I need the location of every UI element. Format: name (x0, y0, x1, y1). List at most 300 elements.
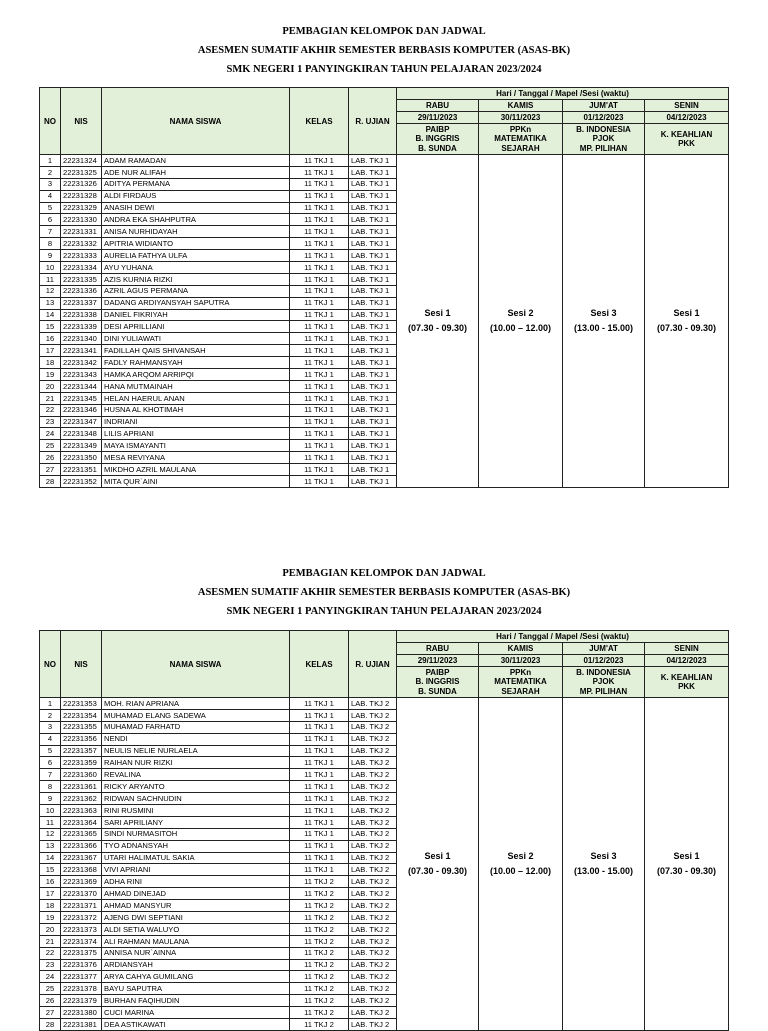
name-cell: ADAM RAMADAN (102, 155, 290, 167)
document-subtitle: ASESMEN SUMATIF AKHIR SEMESTER BERBASIS KOMPUTER (ASAS-BK) (197, 587, 571, 598)
name-cell: RICKY ARYANTO (102, 781, 290, 793)
class-cell: 11 TKJ 1 (290, 226, 349, 238)
room-cell: LAB. TKJ 2 (349, 781, 397, 793)
name-cell: AZRIL AGUS PERMANA (102, 285, 290, 297)
nis-cell: 22231361 (61, 781, 102, 793)
name-cell: NEULIS NELIE NURLAELA (102, 745, 290, 757)
room-cell: LAB. TKJ 1 (349, 392, 397, 404)
class-cell: 11 TKJ 1 (290, 190, 349, 202)
name-cell: ALI RAHMAN MAULANA (102, 935, 290, 947)
subject-label: PJOK (592, 134, 615, 144)
room-cell: LAB. TKJ 1 (349, 190, 397, 202)
name-cell: TYO ADNANSYAH (102, 840, 290, 852)
no-cell: 10 (40, 805, 61, 817)
nis-cell: 22231347 (61, 416, 102, 428)
room-cell: LAB. TKJ 2 (349, 900, 397, 912)
name-cell: ADE NUR ALIFAH (102, 166, 290, 178)
subject-label: SEJARAH (501, 143, 540, 153)
no-cell: 28 (40, 1019, 61, 1031)
name-cell: UTARI HALIMATUL SAKIA (102, 852, 290, 864)
no-cell: 15 (40, 864, 61, 876)
no-cell: 27 (40, 1007, 61, 1019)
name-cell: RAIHAN NUR RIZKI (102, 757, 290, 769)
class-cell: 11 TKJ 1 (290, 476, 349, 488)
subject-label: MP. PILIHAN (579, 686, 628, 696)
no-cell: 20 (40, 923, 61, 935)
col-nama-header: NAMA SISWA (102, 88, 290, 155)
table-row (40, 155, 729, 167)
nis-cell: 22231359 (61, 757, 102, 769)
name-cell: HANA MUTMAINAH (102, 380, 290, 392)
no-cell: 14 (40, 309, 61, 321)
col-nis-header: NIS (61, 88, 102, 155)
room-cell: LAB. TKJ 1 (349, 369, 397, 381)
class-cell: 11 TKJ 1 (290, 380, 349, 392)
subjects-cell (397, 667, 479, 698)
room-cell: LAB. TKJ 2 (349, 923, 397, 935)
no-cell: 4 (40, 190, 61, 202)
session-label: Sesi 1 (673, 850, 700, 861)
class-cell: 11 TKJ 1 (290, 285, 349, 297)
class-cell: 11 TKJ 1 (290, 166, 349, 178)
name-cell: INDRIANI (102, 416, 290, 428)
no-cell: 7 (40, 769, 61, 781)
class-cell: 11 TKJ 1 (290, 155, 349, 167)
class-cell: 11 TKJ 1 (290, 202, 349, 214)
subject-label: B. INDONESIA (576, 667, 631, 677)
no-cell: 25 (40, 440, 61, 452)
nis-cell: 22231325 (61, 166, 102, 178)
nis-cell: 22231374 (61, 935, 102, 947)
room-cell: LAB. TKJ 1 (349, 452, 397, 464)
col-nis-header: NIS (61, 631, 102, 698)
subject-label: B. INGGRIS (415, 134, 460, 144)
no-cell: 4 (40, 733, 61, 745)
nis-cell: 22231355 (61, 721, 102, 733)
class-cell: 11 TKJ 1 (290, 464, 349, 476)
name-cell: BURHAN FAQIHUDIN (102, 995, 290, 1007)
no-cell: 15 (40, 321, 61, 333)
name-cell: RIDWAN SACHNUDIN (102, 793, 290, 805)
room-cell: LAB. TKJ 1 (349, 214, 397, 226)
date-header: 01/12/2023 (563, 655, 645, 667)
nis-cell: 22231354 (61, 709, 102, 721)
no-cell: 2 (40, 166, 61, 178)
date-header: 30/11/2023 (479, 112, 563, 124)
subject-label: PPKn (509, 667, 532, 677)
no-cell: 17 (40, 345, 61, 357)
session-cell (479, 698, 563, 1031)
name-cell: ARYA CAHYA GUMILANG (102, 971, 290, 983)
nis-cell: 22231337 (61, 297, 102, 309)
room-cell: LAB. TKJ 2 (349, 816, 397, 828)
nis-cell: 22231379 (61, 995, 102, 1007)
no-cell: 1 (40, 698, 61, 710)
no-cell: 5 (40, 745, 61, 757)
room-cell: LAB. TKJ 1 (349, 262, 397, 274)
name-cell: MUHAMAD ELANG SADEWA (102, 709, 290, 721)
room-cell: LAB. TKJ 1 (349, 345, 397, 357)
subjects-cell (563, 124, 645, 155)
no-cell: 18 (40, 900, 61, 912)
room-cell: LAB. TKJ 2 (349, 876, 397, 888)
name-cell: SARI APRILIANY (102, 816, 290, 828)
no-cell: 5 (40, 202, 61, 214)
nis-cell: 22231375 (61, 947, 102, 959)
session-label: Sesi 3 (590, 850, 617, 861)
subject-label: K. KEAHLIAN (660, 672, 713, 682)
no-cell: 25 (40, 983, 61, 995)
subject-label: PJOK (592, 677, 615, 687)
room-cell: LAB. TKJ 1 (349, 309, 397, 321)
name-cell: ANASIH DEWI (102, 202, 290, 214)
document-title: PEMBAGIAN KELOMPOK DAN JADWAL (282, 26, 486, 37)
class-cell: 11 TKJ 2 (290, 923, 349, 935)
class-cell: 11 TKJ 2 (290, 900, 349, 912)
class-cell: 11 TKJ 1 (290, 769, 349, 781)
nis-cell: 22231348 (61, 428, 102, 440)
room-cell: LAB. TKJ 2 (349, 805, 397, 817)
class-cell: 11 TKJ 1 (290, 321, 349, 333)
class-cell: 11 TKJ 1 (290, 721, 349, 733)
document-subtitle: ASESMEN SUMATIF AKHIR SEMESTER BERBASIS KOMPUTER (ASAS-BK) (197, 45, 571, 56)
no-cell: 13 (40, 297, 61, 309)
room-cell: LAB. TKJ 1 (349, 440, 397, 452)
room-cell: LAB. TKJ 1 (349, 404, 397, 416)
nis-cell: 22231330 (61, 214, 102, 226)
class-cell: 11 TKJ 2 (290, 947, 349, 959)
no-cell: 11 (40, 273, 61, 285)
class-cell: 11 TKJ 2 (290, 876, 349, 888)
class-cell: 11 TKJ 2 (290, 1019, 349, 1031)
room-cell: LAB. TKJ 1 (349, 285, 397, 297)
day-header: JUM'AT (563, 100, 645, 112)
student-table-1 (39, 87, 729, 488)
class-cell: 11 TKJ 1 (290, 273, 349, 285)
session-label: Sesi 2 (507, 307, 534, 318)
nis-cell: 22231341 (61, 345, 102, 357)
date-header: 30/11/2023 (479, 655, 563, 667)
nis-cell: 22231357 (61, 745, 102, 757)
no-cell: 14 (40, 852, 61, 864)
room-cell: LAB. TKJ 2 (349, 864, 397, 876)
class-cell: 11 TKJ 1 (290, 793, 349, 805)
day-header: RABU (397, 100, 479, 112)
name-cell: REVALINA (102, 769, 290, 781)
room-cell: LAB. TKJ 2 (349, 733, 397, 745)
col-ruang-header: R. UJIAN (349, 631, 397, 698)
no-cell: 8 (40, 238, 61, 250)
subjects-cell (645, 124, 729, 155)
class-cell: 11 TKJ 1 (290, 698, 349, 710)
name-cell: AYU YUHANA (102, 262, 290, 274)
nis-cell: 22231349 (61, 440, 102, 452)
room-cell: LAB. TKJ 1 (349, 273, 397, 285)
subject-label: PKK (678, 682, 695, 691)
name-cell: ALDI FIRDAUS (102, 190, 290, 202)
session-time: (07.30 - 09.30) (656, 322, 717, 333)
name-cell: AURELIA FATHYA ULFA (102, 250, 290, 262)
class-cell: 11 TKJ 1 (290, 864, 349, 876)
subjects-cell (563, 667, 645, 698)
schedule-group-header: Hari / Tanggal / Mapel /Sesi (waktu) (397, 631, 729, 643)
class-cell: 11 TKJ 2 (290, 912, 349, 924)
room-cell: LAB. TKJ 1 (349, 155, 397, 167)
session-cell (645, 698, 729, 1031)
name-cell: DESI APRILLIANI (102, 321, 290, 333)
date-header: 29/11/2023 (397, 112, 479, 124)
no-cell: 11 (40, 816, 61, 828)
session-cell (397, 698, 479, 1031)
table-row (40, 698, 729, 710)
no-cell: 9 (40, 250, 61, 262)
subjects-cell (479, 124, 563, 155)
class-cell: 11 TKJ 1 (290, 733, 349, 745)
session-label: Sesi 1 (424, 307, 451, 318)
class-cell: 11 TKJ 1 (290, 781, 349, 793)
room-cell: LAB. TKJ 1 (349, 202, 397, 214)
room-cell: LAB. TKJ 2 (349, 888, 397, 900)
class-cell: 11 TKJ 1 (290, 250, 349, 262)
room-cell: LAB. TKJ 2 (349, 1007, 397, 1019)
no-cell: 26 (40, 995, 61, 1007)
session-time: (07.30 - 09.30) (407, 865, 468, 876)
room-cell: LAB. TKJ 1 (349, 357, 397, 369)
room-cell: LAB. TKJ 1 (349, 321, 397, 333)
class-cell: 11 TKJ 1 (290, 840, 349, 852)
name-cell: ADHA RINI (102, 876, 290, 888)
name-cell: DINI YULIAWATI (102, 333, 290, 345)
class-cell: 11 TKJ 1 (290, 816, 349, 828)
room-cell: LAB. TKJ 2 (349, 698, 397, 710)
date-header: 29/11/2023 (397, 655, 479, 667)
col-ruang-header: R. UJIAN (349, 88, 397, 155)
subjects-cell (645, 667, 729, 698)
class-cell: 11 TKJ 1 (290, 178, 349, 190)
no-cell: 16 (40, 333, 61, 345)
school-line: SMK NEGERI 1 PANYINGKIRAN TAHUN PELAJARAN 2023/2024 (226, 64, 542, 75)
name-cell: HELAN HAERUL ANAN (102, 392, 290, 404)
class-cell: 11 TKJ 2 (290, 888, 349, 900)
name-cell: LILIS APRIANI (102, 428, 290, 440)
name-cell: MAYA ISMAYANTI (102, 440, 290, 452)
nis-cell: 22231365 (61, 828, 102, 840)
nis-cell: 22231380 (61, 1007, 102, 1019)
name-cell: DEA ASTIKAWATI (102, 1019, 290, 1031)
class-cell: 11 TKJ 1 (290, 805, 349, 817)
nis-cell: 22231346 (61, 404, 102, 416)
subject-label: B. SUNDA (418, 143, 457, 153)
room-cell: LAB. TKJ 2 (349, 935, 397, 947)
class-cell: 11 TKJ 1 (290, 757, 349, 769)
room-cell: LAB. TKJ 2 (349, 709, 397, 721)
subjects-cell (397, 124, 479, 155)
subject-label: PKK (678, 139, 695, 148)
room-cell: LAB. TKJ 2 (349, 745, 397, 757)
no-cell: 6 (40, 214, 61, 226)
class-cell: 11 TKJ 1 (290, 238, 349, 250)
day-header: RABU (397, 643, 479, 655)
nis-cell: 22231328 (61, 190, 102, 202)
room-cell: LAB. TKJ 2 (349, 721, 397, 733)
subject-label: SEJARAH (501, 686, 540, 696)
name-cell: AHMAD MANSYUR (102, 900, 290, 912)
class-cell: 11 TKJ 2 (290, 971, 349, 983)
session-cell (397, 155, 479, 488)
subjects-cell (479, 667, 563, 698)
room-cell: LAB. TKJ 1 (349, 238, 397, 250)
no-cell: 27 (40, 464, 61, 476)
no-cell: 18 (40, 357, 61, 369)
name-cell: HUSNA AL KHOTIMAH (102, 404, 290, 416)
nis-cell: 22231376 (61, 959, 102, 971)
session-cell (479, 155, 563, 488)
subject-label: PAIBP (425, 124, 450, 134)
day-header: SENIN (645, 100, 729, 112)
no-cell: 19 (40, 369, 61, 381)
class-cell: 11 TKJ 1 (290, 392, 349, 404)
no-cell: 12 (40, 285, 61, 297)
class-cell: 11 TKJ 1 (290, 828, 349, 840)
name-cell: AZIS KURNIA RIZKI (102, 273, 290, 285)
room-cell: LAB. TKJ 2 (349, 793, 397, 805)
subject-label: B. INGGRIS (415, 677, 460, 687)
room-cell: LAB. TKJ 1 (349, 178, 397, 190)
name-cell: VIVI APRIANI (102, 864, 290, 876)
class-cell: 11 TKJ 1 (290, 440, 349, 452)
room-cell: LAB. TKJ 1 (349, 166, 397, 178)
col-no-header: NO (40, 631, 61, 698)
room-cell: LAB. TKJ 1 (349, 380, 397, 392)
no-cell: 2 (40, 709, 61, 721)
class-cell: 11 TKJ 2 (290, 935, 349, 947)
class-cell: 11 TKJ 2 (290, 1007, 349, 1019)
class-cell: 11 TKJ 1 (290, 452, 349, 464)
room-cell: LAB. TKJ 1 (349, 476, 397, 488)
nis-cell: 22231344 (61, 380, 102, 392)
room-cell: LAB. TKJ 2 (349, 757, 397, 769)
nis-cell: 22231340 (61, 333, 102, 345)
nis-cell: 22231372 (61, 912, 102, 924)
class-cell: 11 TKJ 1 (290, 709, 349, 721)
nis-cell: 22231381 (61, 1019, 102, 1031)
no-cell: 17 (40, 888, 61, 900)
class-cell: 11 TKJ 1 (290, 404, 349, 416)
no-cell: 23 (40, 959, 61, 971)
name-cell: DANIEL FIKRIYAH (102, 309, 290, 321)
nis-cell: 22231329 (61, 202, 102, 214)
no-cell: 1 (40, 155, 61, 167)
class-cell: 11 TKJ 1 (290, 333, 349, 345)
nis-cell: 22231333 (61, 250, 102, 262)
no-cell: 7 (40, 226, 61, 238)
no-cell: 6 (40, 757, 61, 769)
no-cell: 28 (40, 476, 61, 488)
room-cell: LAB. TKJ 1 (349, 464, 397, 476)
room-cell: LAB. TKJ 1 (349, 428, 397, 440)
name-cell: ANDRA EKA SHAHPUTRA (102, 214, 290, 226)
room-cell: LAB. TKJ 2 (349, 995, 397, 1007)
subject-label: B. SUNDA (418, 686, 457, 696)
nis-cell: 22231339 (61, 321, 102, 333)
no-cell: 21 (40, 392, 61, 404)
no-cell: 13 (40, 840, 61, 852)
subject-label: MP. PILIHAN (579, 143, 628, 153)
nis-cell: 22231370 (61, 888, 102, 900)
name-cell: FADILLAH QAIS SHIVANSAH (102, 345, 290, 357)
class-cell: 11 TKJ 1 (290, 745, 349, 757)
no-cell: 24 (40, 428, 61, 440)
day-header: KAMIS (479, 100, 563, 112)
student-table-2 (39, 630, 729, 1031)
nis-cell: 22231336 (61, 285, 102, 297)
class-cell: 11 TKJ 1 (290, 428, 349, 440)
session-time: (10.00 – 12.00) (489, 865, 552, 876)
name-cell: BAYU SAPUTRA (102, 983, 290, 995)
session-time: (07.30 - 09.30) (656, 865, 717, 876)
nis-cell: 22231335 (61, 273, 102, 285)
name-cell: APITRIA WIDIANTO (102, 238, 290, 250)
nis-cell: 22231351 (61, 464, 102, 476)
day-header: SENIN (645, 643, 729, 655)
name-cell: HAMKA ARQOM ARRIPQI (102, 369, 290, 381)
session-cell (563, 698, 645, 1031)
class-cell: 11 TKJ 1 (290, 214, 349, 226)
schedule-block-2 (0, 564, 768, 621)
schedule-group-header: Hari / Tanggal / Mapel /Sesi (waktu) (397, 88, 729, 100)
col-no-header: NO (40, 88, 61, 155)
no-cell: 23 (40, 416, 61, 428)
no-cell: 24 (40, 971, 61, 983)
name-cell: MESA REVIYANA (102, 452, 290, 464)
name-cell: AHMAD DINEJAD (102, 888, 290, 900)
class-cell: 11 TKJ 1 (290, 357, 349, 369)
session-label: Sesi 3 (590, 307, 617, 318)
nis-cell: 22231342 (61, 357, 102, 369)
name-cell: FADLY RAHMANSYAH (102, 357, 290, 369)
nis-cell: 22231362 (61, 793, 102, 805)
no-cell: 22 (40, 404, 61, 416)
col-kelas-header: KELAS (290, 631, 349, 698)
class-cell: 11 TKJ 1 (290, 852, 349, 864)
name-cell: DADANG ARDIYANSYAH SAPUTRA (102, 297, 290, 309)
nis-cell: 22231371 (61, 900, 102, 912)
nis-cell: 22231378 (61, 983, 102, 995)
room-cell: LAB. TKJ 2 (349, 852, 397, 864)
no-cell: 20 (40, 380, 61, 392)
no-cell: 3 (40, 721, 61, 733)
schedule-block-1 (0, 22, 768, 79)
session-time: (13.00 - 15.00) (573, 865, 634, 876)
session-label: Sesi 2 (507, 850, 534, 861)
class-cell: 11 TKJ 1 (290, 262, 349, 274)
class-cell: 11 TKJ 1 (290, 369, 349, 381)
subject-label: PPKn (509, 124, 532, 134)
name-cell: MIKDHO AZRIL MAULANA (102, 464, 290, 476)
nis-cell: 22231332 (61, 238, 102, 250)
session-time: (13.00 - 15.00) (573, 322, 634, 333)
session-time: (07.30 - 09.30) (407, 322, 468, 333)
room-cell: LAB. TKJ 1 (349, 333, 397, 345)
nis-cell: 22231353 (61, 698, 102, 710)
session-label: Sesi 1 (424, 850, 451, 861)
session-time: (10.00 – 12.00) (489, 322, 552, 333)
room-cell: LAB. TKJ 2 (349, 1019, 397, 1031)
nis-cell: 22231352 (61, 476, 102, 488)
no-cell: 22 (40, 947, 61, 959)
name-cell: SINDI NURMASITOH (102, 828, 290, 840)
nis-cell: 22231368 (61, 864, 102, 876)
